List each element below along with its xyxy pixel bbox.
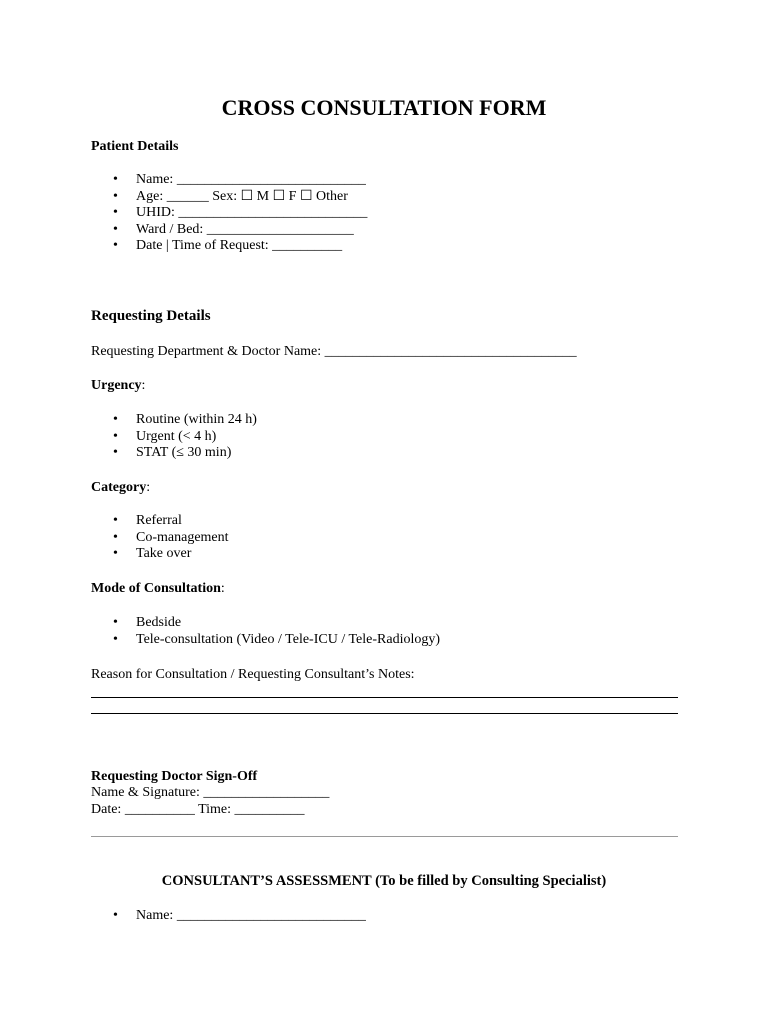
sign-off-name-signature-field[interactable]: Name & Signature: __________________	[91, 785, 330, 800]
patient-details-list	[91, 172, 367, 255]
category-label-text: Category	[91, 480, 147, 495]
patient-age-sex-field[interactable]: • Age: ______ Sex: ☐ M ☐ F ☐ Other	[91, 189, 367, 206]
reason-line-2[interactable]	[91, 713, 678, 714]
urgency-label-text: Urgency	[91, 378, 142, 393]
urgency-label	[91, 377, 145, 394]
mode-options	[91, 615, 440, 648]
consultant-name-field[interactable]: • Name: ___________________________	[91, 908, 366, 925]
page-title: CROSS CONSULTATION FORM	[221, 95, 547, 120]
mode-label-text: Mode of Consultation	[91, 581, 221, 596]
category-option-co-management[interactable]: • Co-management	[91, 530, 229, 547]
assessment-list	[91, 908, 366, 925]
mode-label-colon: :	[220, 581, 225, 596]
urgency-option-routine[interactable]: • Routine (within 24 h)	[91, 412, 257, 429]
reason-line-1[interactable]	[91, 697, 678, 698]
category-label	[91, 479, 150, 496]
sign-off-heading: Requesting Doctor Sign-Off	[91, 769, 258, 784]
patient-name-field[interactable]: • Name: ___________________________	[91, 172, 367, 189]
section-divider	[91, 836, 678, 837]
sign-off-date-time-field[interactable]: Date: __________ Time: __________	[91, 802, 305, 817]
category-options	[91, 513, 229, 563]
mode-label	[91, 580, 225, 597]
urgency-option-urgent[interactable]: • Urgent (< 4 h)	[91, 429, 257, 446]
mode-option-tele-consultation[interactable]: • Tele-consultation (Video / Tele-ICU / Tele-Radiology)	[91, 632, 440, 649]
urgency-label-colon: :	[141, 378, 146, 393]
requesting-department-doctor-field[interactable]: Requesting Department & Doctor Name: ____________________________________	[91, 344, 577, 359]
patient-uhid-field[interactable]: • UHID: ___________________________	[91, 205, 367, 222]
category-option-take-over[interactable]: • Take over	[91, 546, 229, 563]
requesting-details-heading: Requesting Details	[91, 308, 211, 324]
urgency-option-stat[interactable]: • STAT (≤ 30 min)	[91, 445, 257, 462]
patient-ward-bed-field[interactable]: • Ward / Bed: _____________________	[91, 222, 367, 239]
patient-details-heading: Patient Details	[91, 139, 179, 154]
category-label-colon: :	[146, 480, 151, 495]
category-option-referral[interactable]: • Referral	[91, 513, 229, 530]
reason-label: Reason for Consultation / Requesting Consultant’s Notes:	[91, 667, 415, 682]
mode-option-bedside[interactable]: • Bedside	[91, 615, 440, 632]
urgency-options	[91, 412, 257, 462]
request-date-time-field[interactable]: • Date | Time of Request: __________	[91, 238, 367, 255]
assessment-heading: CONSULTANT’S ASSESSMENT (To be filled by Consulting Specialist)	[161, 873, 607, 889]
